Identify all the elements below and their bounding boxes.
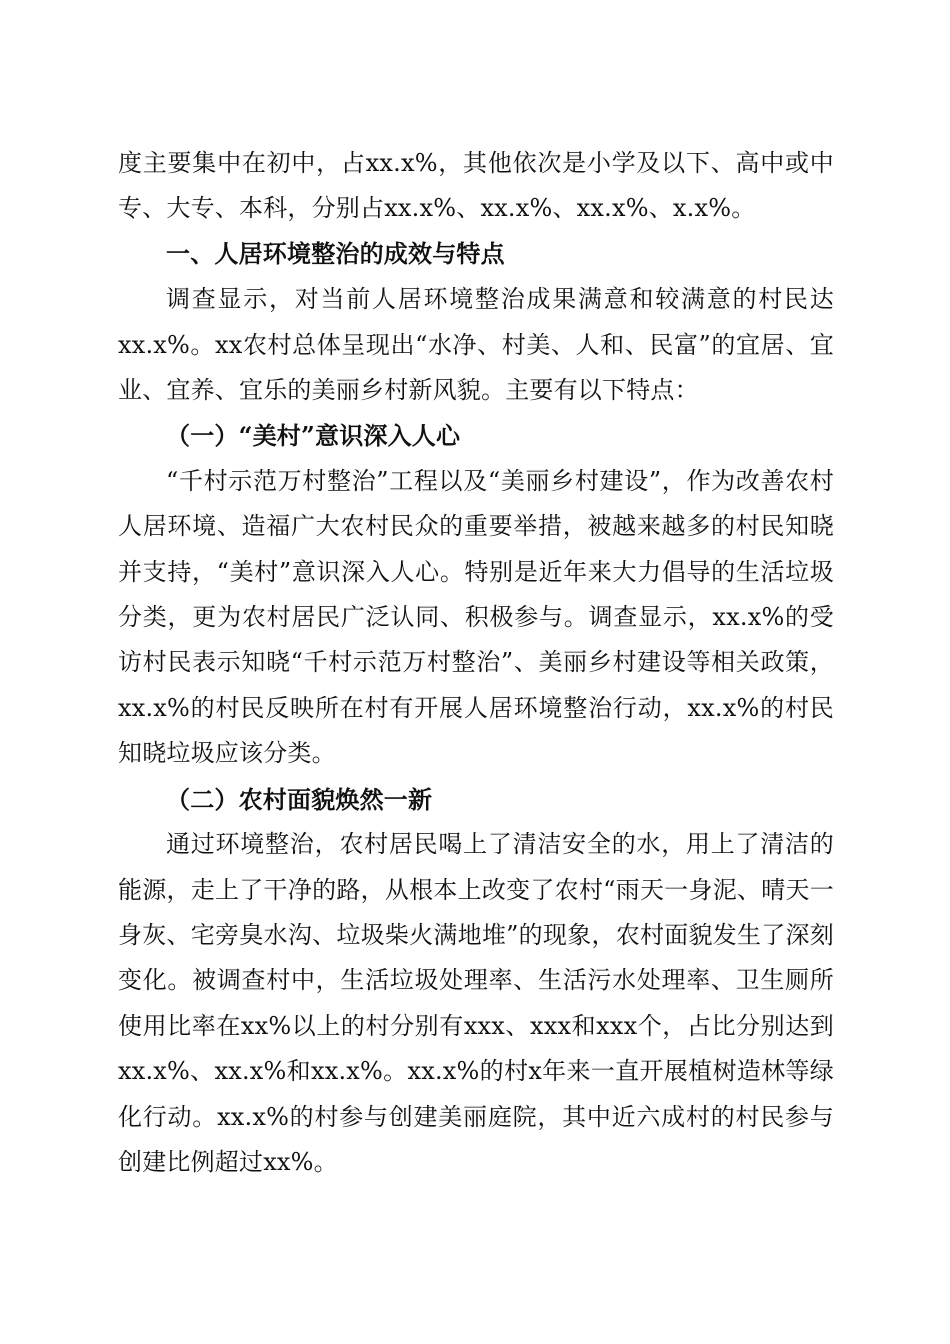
paragraph-village-changes: 通过环境整治，农村居民喝上了清洁安全的水，用上了清洁的能源，走上了干净的路，从根本上改变了农村“雨天一身泥、晴天一身灰、宅旁臭水沟、垃圾柴火满地堆”的现象，农村面貌发生了深刻变化。被调查村中，生活垃圾处理率、生活污水处理率、卫生厕所使用比率在xx%以上的村分别有xxx、xxx和xxx个，占比分别达到xx.x%、xx.x%和xx.x%。xx.x%的村x年来一直开展植树造林等绿化行动。xx.x%的村参与创建美丽庭院，其中近六成村的村民参与创建比例超过xx%。 [118, 830, 834, 1176]
document-body [118, 141, 834, 1185]
subheading-village-new-look: （二）农村面貌焕然一新 [166, 784, 433, 814]
subheading-beautiful-village-awareness: （一）“美村”意识深入人心 [166, 421, 461, 451]
paragraph-survey-satisfaction: 调查显示，对当前人居环境整治成果满意和较满意的村民达xx.x%。xx农村总体呈现出“水净、村美、人和、民富”的宜居、宜业、宜养、宜乐的美丽乡村新风貌。主要有以下特点： [118, 285, 834, 405]
section-heading-achievements: 一、人居环境整治的成效与特点 [166, 239, 505, 268]
paragraph-education-distribution: 度主要集中在初中，占xx.x%，其他依次是小学及以下、高中或中专、大专、本科，分别占xx.x%、xx.x%、xx.x%、x.x%。 [118, 149, 834, 223]
paragraph-awareness-details: “千村示范万村整治”工程以及“美丽乡村建设”，作为改善农村人居环境、造福广大农村民众的重要举措，被越来越多的村民知晓并支持，“美村”意识深入人心。特别是近年来大力倡导的生活垃圾分类，更为农村居民广泛认同、积极参与。调查显示，xx.x%的受访村民表示知晓“千村示范万村整治”、美丽乡村建设等相关政策，xx.x%的村民反映所在村有开展人居环境整治行动，xx.x%的村民知晓垃圾应该分类。 [118, 466, 834, 768]
